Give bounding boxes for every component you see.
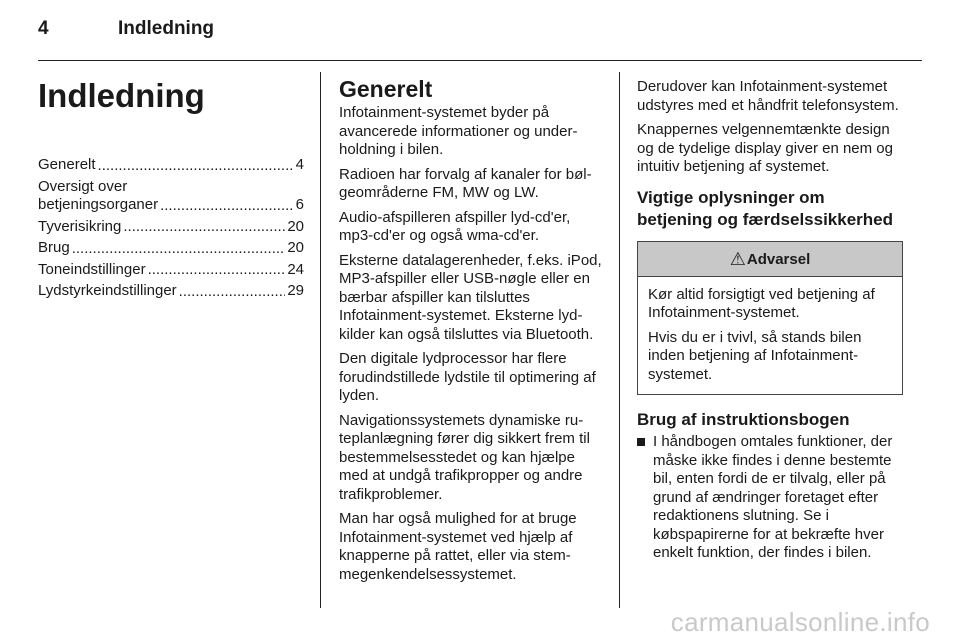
- toc-leader: [72, 240, 286, 258]
- toc-item-label: Toneindstillinger: [38, 260, 146, 278]
- paragraph: Radioen har forvalg af kanaler for bølgeområderne FM, MW og LW.: [339, 165, 592, 201]
- bullet-item: [637, 433, 903, 563]
- toc-item-label: Lydstyrkeindstillinger: [38, 282, 177, 299]
- toc-item-label-line2: betjeningsorganer: [38, 196, 159, 213]
- right-column: [637, 68, 903, 563]
- toc-item-lydstyrke[interactable]: [38, 282, 304, 301]
- column-divider-1: [320, 72, 321, 608]
- section-title: Generelt: [339, 76, 433, 102]
- square-bullet-icon: [637, 438, 645, 446]
- paragraph: Eksterne datalagerenheder, f.eks. iPod, MP3-afspiller eller USB-nøgle eller en bærbar afspiller kan tilsluttes Infotainment-systemet. Eksterne lydkilder kan også tilsluttes via Bluetooth.: [339, 251, 602, 343]
- toc-item-brug[interactable]: [38, 239, 304, 258]
- paragraph: Knappernes velgennemtænkte design og de tydelige display giver en nem og intuitiv betjening af systemet.: [637, 121, 893, 175]
- toc-leader: [160, 197, 294, 215]
- subsection-title: Vigtige oplysninger om betjening og færdselssikkerhed: [637, 187, 894, 229]
- toc-item-page: 29: [287, 282, 304, 299]
- toc-leader: [123, 218, 285, 236]
- paragraph: Den digitale lydprocessor har flere forudindstillede lydstile til optimering af lyden.: [339, 350, 596, 404]
- paragraph: Navigationssystemets dynamiske ruteplanlægning fører dig sikkert frem til bestemmelsesstedet og kan hjælpe med at undgå trafikpropper og andre trafikproblemer.: [339, 411, 590, 503]
- toc-item-page: 4: [295, 156, 304, 173]
- watermark: carmanualsonline.info: [670, 607, 930, 637]
- warning-box: [637, 241, 903, 396]
- warning-icon: ⚠: [729, 248, 746, 269]
- header-rule: [38, 60, 922, 61]
- toc-item-oversigt[interactable]: [38, 178, 304, 215]
- running-title: Indledning: [118, 18, 215, 39]
- warning-title: Advarsel: [746, 250, 811, 268]
- toc-column: [38, 68, 304, 304]
- general-column: [339, 68, 603, 590]
- paragraph: Derudover kan Infotainment-systemet udstyres med et håndfrit telefonsystem.: [637, 78, 899, 114]
- paragraph: Man har også mulighed for at bruge Infotainment-systemet ved hjælp af knapperne på rattet, eller via stemmegenkendelsessystemet.: [339, 510, 577, 583]
- subsection-title: Brug af instruktionsbogen: [637, 410, 850, 429]
- paragraph: Infotainment-systemet byder på avancerede informationer og underholdning i bilen.: [339, 104, 578, 158]
- warning-text: Kør altid forsigtigt ved betjening af Infotainment-systemet.: [648, 285, 875, 321]
- warning-text: Hvis du er i tvivl, så stands bilen inden betjening af Infotainment-systemet.: [648, 328, 862, 383]
- toc-item-page: 6: [295, 196, 304, 213]
- warning-body: [638, 277, 902, 395]
- toc-item-page: 20: [287, 239, 304, 256]
- toc-item-label: Generelt: [38, 156, 96, 173]
- page-number: 4: [38, 18, 49, 39]
- toc-item-page: 24: [287, 260, 304, 278]
- toc-item-tyverisikring[interactable]: [38, 218, 304, 237]
- toc-item-page: 20: [287, 217, 304, 235]
- toc-item-toneindstillinger[interactable]: [38, 261, 304, 280]
- toc-leader: [148, 261, 286, 279]
- paragraph: Audio-afspilleren afspiller lyd-cd'er, mp3-cd'er og også wma-cd'er.: [339, 208, 571, 244]
- toc-leader: [98, 157, 294, 175]
- toc-leader: [179, 283, 286, 301]
- warning-header: [638, 242, 902, 277]
- toc-item-label: Brug: [38, 239, 70, 256]
- bullet-text: I håndbogen omtales funktioner, der måske ikke findes i denne bestemte bil, enten fordi de er tilvalg, eller på grund af ændringer foretaget efter redaktionens slutning. Se i købspapirerne for at bekræfte hver enkelt funktion, der findes i bilen.: [653, 433, 893, 561]
- column-divider-2: [619, 72, 620, 608]
- toc-item-label-line1: Oversigt over: [38, 177, 128, 195]
- toc-item-generelt[interactable]: [38, 156, 304, 175]
- chapter-title: Indledning: [38, 77, 205, 114]
- toc-item-label: Tyverisikring: [38, 217, 122, 235]
